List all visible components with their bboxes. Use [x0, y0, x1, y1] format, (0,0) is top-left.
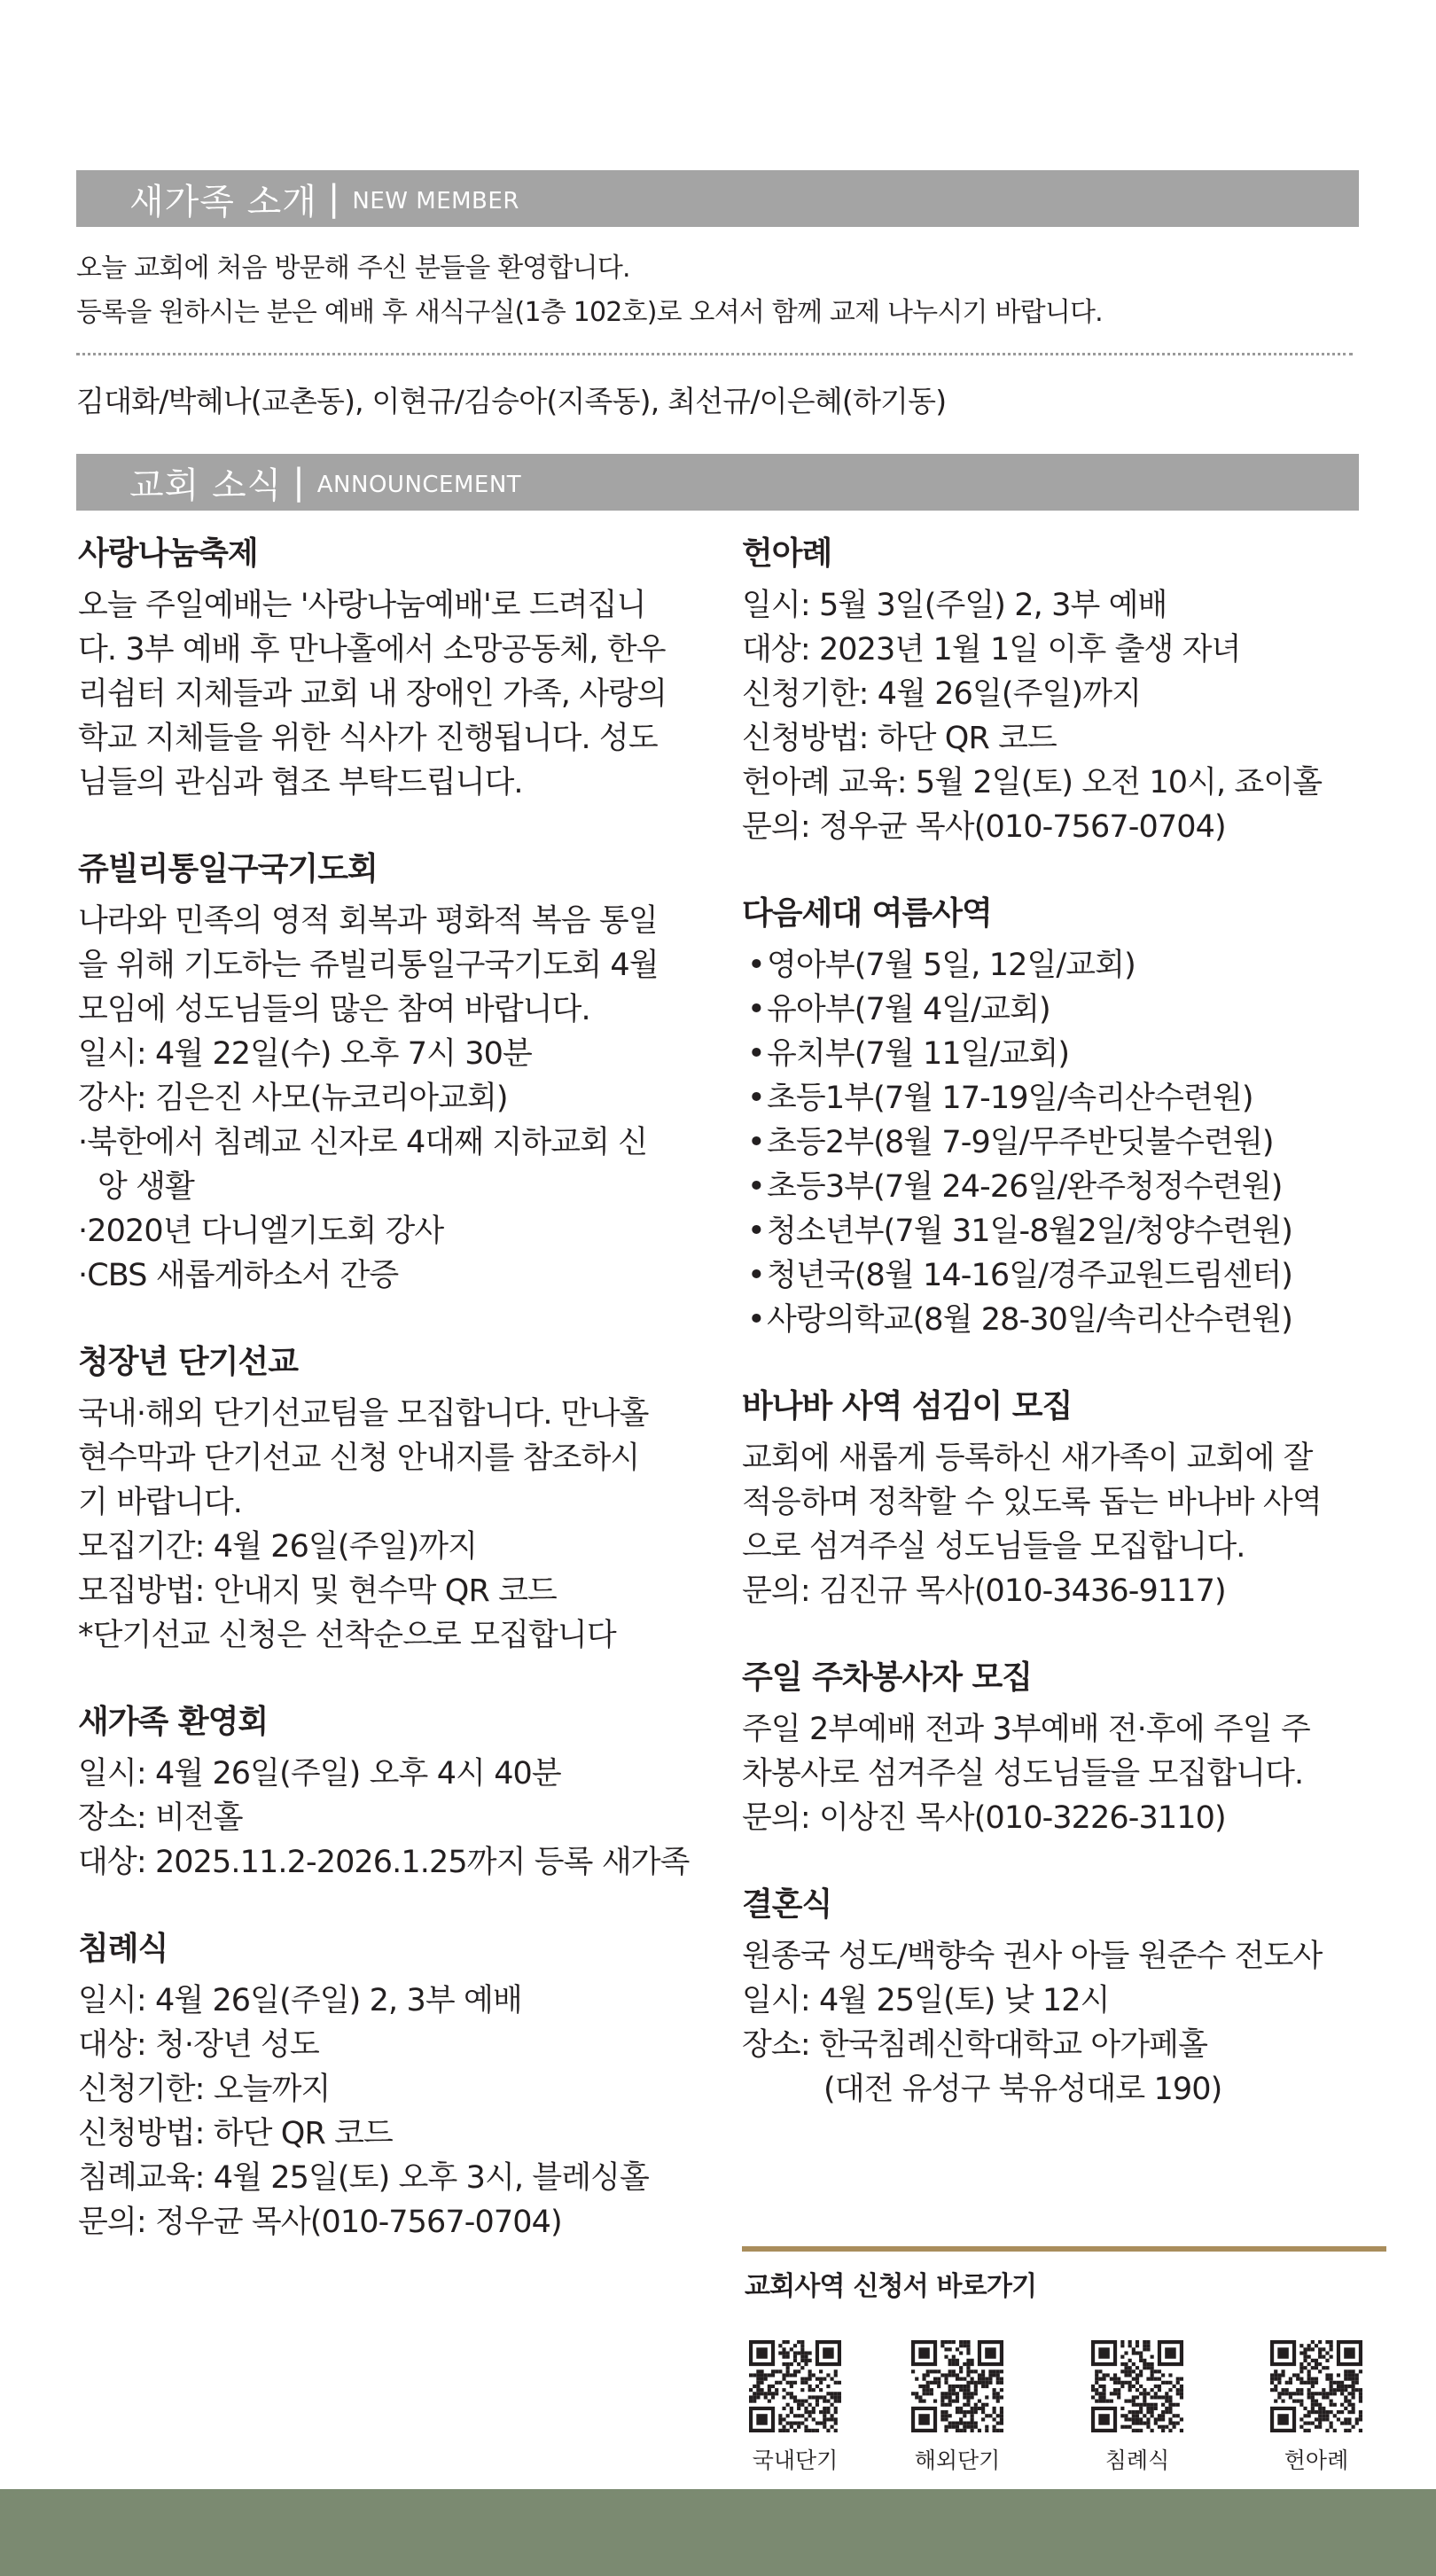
- section-title: 교회 소식: [129, 464, 283, 506]
- notice-line: 대상: 2023년 1월 1일 이후 출생 자녀: [742, 632, 1241, 667]
- notice-line: 앙 생활: [98, 1169, 194, 1205]
- notice-line: 으로 섬겨주실 성도님들을 모집합니다.: [742, 1529, 1245, 1565]
- qr-code-icon[interactable]: [1270, 2340, 1362, 2432]
- notice-line: 적응하며 정착할 수 있도록 돕는 바나바 사역: [742, 1485, 1322, 1520]
- notice-new-family-welcome: [78, 1700, 712, 1885]
- notice-line: 신청방법: 하단 QR 코드: [78, 2116, 393, 2151]
- notice-line: 오늘 주일예배는 '사랑나눔예배'로 드려집니: [78, 588, 646, 623]
- new-member-header: [76, 170, 1359, 227]
- qr-domestic-short-term[interactable]: [724, 2340, 866, 2475]
- notice-line: (대전 유성구 북유성대로 190): [823, 2072, 1222, 2107]
- notice-line: ·CBS 새롭게하소서 간증: [78, 1258, 399, 1293]
- notice-parking-volunteer: [742, 1656, 1376, 1840]
- list-item: • 초등3부(7월 24-26일/완주청정수련원): [742, 1165, 1376, 1209]
- qr-label: 해외단기: [914, 2447, 1001, 2473]
- notice-line: 기 바랍니다.: [78, 1485, 243, 1520]
- notice-line: 침례교육: 4월 25일(토) 오후 3시, 블레싱홀: [78, 2160, 649, 2196]
- notice-line: 님들의 관심과 협조 부탁드립니다.: [78, 765, 523, 800]
- notice-title: 침례식: [78, 1931, 168, 1967]
- notice-line: 모임에 성도님들의 많은 참여 바랍니다.: [78, 992, 590, 1027]
- notice-title: 헌아례: [742, 535, 832, 572]
- gold-divider: [742, 2246, 1386, 2252]
- notice-line: 주일 2부예배 전과 3부예배 전·후에 주일 주: [742, 1712, 1310, 1747]
- new-member-intro: [76, 246, 1103, 335]
- qr-overseas-short-term[interactable]: [886, 2340, 1028, 2475]
- qr-code-icon[interactable]: [749, 2340, 841, 2432]
- list-item: • 초등1부(7월 17-19일/속리산수련원): [742, 1076, 1376, 1120]
- list-item: • 유아부(7월 4일/교회): [742, 987, 1376, 1032]
- notice-line: 교회에 새롭게 등록하신 새가족이 교회에 잘: [742, 1440, 1313, 1476]
- notice-line: 대상: 청·장년 성도: [78, 2027, 319, 2063]
- notice-line: 일시: 4월 22일(수) 오후 7시 30분: [78, 1036, 532, 1072]
- notice-line: 리쉼터 지체들과 교회 내 장애인 가족, 사랑의: [78, 676, 667, 712]
- notice-line: 문의: 김진규 목사(010-3436-9117): [742, 1573, 1226, 1609]
- notice-line: 대상: 2025.11.2-2026.1.25까지 등록 새가족: [78, 1845, 690, 1880]
- notice-line: *단기선교 신청은 선착순으로 모집합니다: [78, 1618, 616, 1653]
- qr-label: 국내단기: [752, 2447, 839, 2473]
- notice-line: 나라와 민족의 영적 회복과 평화적 복음 통일: [78, 903, 658, 939]
- notice-line: 차봉사로 섬겨주실 성도님들을 모집합니다.: [742, 1756, 1304, 1791]
- notice-jubilee-prayer: [78, 847, 712, 1298]
- notice-short-term-mission: [78, 1340, 712, 1658]
- dotted-divider: [76, 353, 1353, 355]
- list-item: • 초등2부(8월 7-9일/무주반딧불수련원): [742, 1120, 1376, 1165]
- notice-summer-ministry: [742, 892, 1376, 1342]
- notice-title: 사랑나눔축제: [78, 535, 258, 572]
- title-separator: |: [293, 462, 305, 503]
- section-subtitle: NEW MEMBER: [352, 188, 519, 215]
- intro-line: 등록을 원하시는 분은 예배 후 새식구실(1층 102호)로 오셔서 함께 교제 나누시기 바랍니다.: [76, 297, 1103, 328]
- notice-wedding: [742, 1883, 1376, 2112]
- list-item: • 청년국(8월 14-16일/경주교원드림센터): [742, 1253, 1376, 1298]
- notice-line: 일시: 4월 25일(토) 낮 12시: [742, 1983, 1110, 2018]
- qr-label: 헌아례: [1284, 2447, 1349, 2473]
- announcement-header: [76, 454, 1359, 511]
- qr-child-dedication[interactable]: [1245, 2340, 1387, 2475]
- notice-title: 결혼식: [742, 1886, 832, 1923]
- notice-title: 다음세대 여름사역: [742, 895, 992, 932]
- new-member-names: 김대화/박혜나(교촌동), 이현규/김승아(지족동), 최선규/이은혜(하기동): [76, 384, 947, 418]
- notice-title: 주일 주차봉사자 모집: [742, 1659, 1033, 1696]
- list-item: • 사랑의학교(8월 28-30일/속리산수련원): [742, 1298, 1376, 1342]
- qr-label: 침례식: [1104, 2447, 1170, 2473]
- notice-line: 다. 3부 예배 후 만나홀에서 소망공동체, 한우: [78, 632, 666, 667]
- qr-code-icon[interactable]: [911, 2340, 1003, 2432]
- notice-line: ·2020년 다니엘기도회 강사: [78, 1214, 444, 1249]
- notice-title: 쥬빌리통일구국기도회: [78, 851, 378, 887]
- notice-line: 신청기한: 4월 26일(주일)까지: [742, 676, 1142, 712]
- section-subtitle: ANNOUNCEMENT: [316, 472, 522, 498]
- qr-code-icon[interactable]: [1091, 2340, 1183, 2432]
- title-separator: |: [327, 178, 340, 219]
- notice-sarang-festival: [78, 532, 712, 805]
- notice-baptism: [78, 1927, 712, 2244]
- notice-line: 원종국 성도/백향숙 권사 아들 원준수 전도사: [742, 1939, 1323, 1974]
- notice-line: 헌아례 교육: 5월 2일(토) 오전 10시, 죠이홀: [742, 765, 1323, 800]
- notice-line: 신청방법: 하단 QR 코드: [742, 721, 1057, 756]
- notice-line: 일시: 4월 26일(주일) 2, 3부 예배: [78, 1983, 522, 2018]
- list-item: • 청소년부(7월 31일-8월2일/청양수련원): [742, 1209, 1376, 1253]
- list-item: • 유치부(7월 11일/교회): [742, 1032, 1376, 1076]
- notice-line: 현수막과 단기선교 신청 안내지를 참조하시: [78, 1440, 640, 1476]
- announcement-right-column: [742, 532, 1376, 2154]
- footer-bar: [0, 2489, 1436, 2576]
- notice-title: 청장년 단기선교: [78, 1344, 298, 1380]
- qr-section-title: 교회사역 신청서 바로가기: [745, 2271, 1037, 2302]
- notice-line: 강사: 김은진 사모(뉴코리아교회): [78, 1081, 508, 1116]
- notice-title: 새가족 환영회: [78, 1704, 269, 1740]
- notice-line: 일시: 4월 26일(주일) 오후 4시 40분: [78, 1756, 561, 1791]
- qr-baptism[interactable]: [1066, 2340, 1208, 2475]
- notice-line: 일시: 5월 3일(주일) 2, 3부 예배: [742, 588, 1167, 623]
- notice-line: 문의: 정우균 목사(010-7567-0704): [742, 809, 1226, 845]
- notice-line: 국내·해외 단기선교팀을 모집합니다. 만나홀: [78, 1396, 649, 1432]
- notice-line: 장소: 비전홀: [78, 1800, 243, 1836]
- intro-line: 오늘 교회에 처음 방문해 주신 분들을 환영합니다.: [76, 253, 630, 284]
- notice-line: 모집기간: 4월 26일(주일)까지: [78, 1529, 478, 1565]
- announcement-left-column: [78, 532, 712, 2287]
- notice-line: 신청기한: 오늘까지: [78, 2072, 331, 2107]
- notice-line: 문의: 이상진 목사(010-3226-3110): [742, 1800, 1226, 1836]
- notice-child-dedication: [742, 532, 1376, 849]
- section-title: 새가족 소개: [129, 181, 317, 222]
- notice-line: 을 위해 기도하는 쥬빌리통일구국기도회 4월: [78, 948, 659, 983]
- list-item: • 영아부(7월 5일, 12일/교회): [742, 943, 1376, 987]
- notice-barnabas-recruit: [742, 1385, 1376, 1613]
- notice-line: 모집방법: 안내지 및 현수막 QR 코드: [78, 1573, 557, 1609]
- notice-line: 문의: 정우균 목사(010-7567-0704): [78, 2205, 562, 2240]
- notice-line: 학교 지체들을 위한 식사가 진행됩니다. 성도: [78, 721, 658, 756]
- notice-title: 바나바 사역 섬김이 모집: [742, 1388, 1073, 1425]
- notice-line: ·북한에서 침례교 신자로 4대째 지하교회 신: [78, 1125, 648, 1160]
- notice-line: 장소: 한국침례신학대학교 아가페홀: [742, 2027, 1207, 2063]
